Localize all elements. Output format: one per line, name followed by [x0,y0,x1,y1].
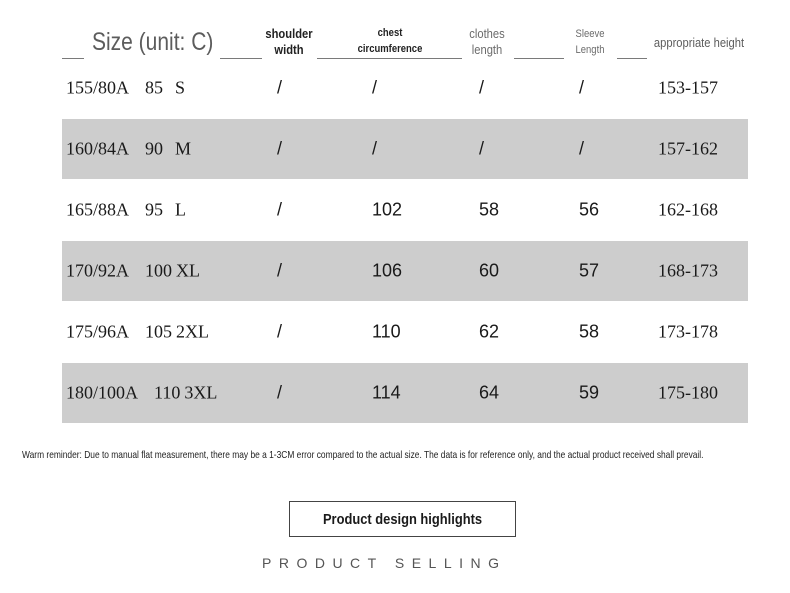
shoulder-width-cell: / [277,199,283,220]
clothes-length-cell: 60 [479,260,500,281]
appropriate-height-cell: 173-178 [658,321,718,342]
chest-circumference-cell: 102 [372,199,403,220]
size-letter: L [175,199,186,220]
appropriate-height-cell: 157-162 [658,138,718,159]
size-cell [66,139,191,160]
size-cell [66,261,200,282]
size-chest-code: 90 [145,138,163,159]
table-row [62,58,748,118]
size-code: 155/80A [66,77,129,98]
clothes-length-cell: 64 [479,382,500,403]
clothes-length-cell: 62 [479,321,500,342]
header-chest-line1: chest [377,27,403,39]
shoulder-width-cell: / [277,138,283,159]
table-row [62,302,748,362]
header-shoulder-width [265,26,312,59]
header-sleeve-line1: Sleeve [575,28,605,40]
clothes-length-cell: / [479,77,485,98]
sleeve-length-cell: 57 [579,260,600,281]
sleeve-length-cell: / [579,77,585,98]
size-chest-code: 105 [145,321,172,342]
product-selling-label: PRODUCT SELLING [262,555,507,571]
header-appropriate-height [654,35,744,51]
appropriate-height-cell: 168-173 [658,260,718,281]
header-chest-circumference [358,26,423,58]
size-letter: 3XL [184,382,218,403]
sleeve-length-cell: / [579,138,585,159]
appropriate-height-cell: 162-168 [658,199,718,220]
header-clothes-line2: length [471,42,503,58]
warm-reminder-text: Warm reminder: Due to manual flat measurement, there may be a 1-3CM error compared to the actual size. The data is for reference only, and the actual product received shall prevail. [22,449,704,461]
size-code: 165/88A [66,199,129,220]
shoulder-width-cell: / [277,260,283,281]
product-highlights-box [289,501,516,537]
size-cell [66,383,217,404]
clothes-length-cell: 58 [479,199,500,220]
size-letter: S [175,77,186,98]
size-code: 170/92A [66,260,129,281]
header-height-label: appropriate height [653,35,745,50]
header-shoulder-line2: width [274,42,304,58]
sleeve-length-cell: 58 [579,321,600,342]
chest-circumference-cell: / [372,77,378,98]
header-sleeve-length [576,27,605,59]
shoulder-width-cell: / [277,382,283,403]
header-chest-line2: circumference [357,42,423,55]
chest-circumference-cell: 110 [372,321,401,342]
clothes-length-cell: / [479,138,485,159]
size-cell [66,322,209,343]
size-code: 160/84A [66,138,129,159]
sleeve-length-cell: 56 [579,199,600,220]
size-chest-code: 100 [145,260,172,281]
table-row [62,363,748,423]
size-chest-code: 85 [145,77,163,98]
table-row [62,180,748,240]
size-letter: XL [176,260,200,281]
size-table [62,58,748,424]
size-chest-code: 110 [154,382,181,403]
product-highlights-label: Product design highlights [322,510,483,528]
appropriate-height-cell: 153-157 [658,77,718,98]
header-shoulder-line1: shoulder [265,26,313,41]
table-row [62,119,748,179]
size-title: Size (unit: C) [92,28,214,56]
shoulder-width-cell: / [277,321,283,342]
size-letter: M [175,138,192,159]
size-letter: 2XL [176,321,209,342]
chest-circumference-cell: 114 [372,382,401,403]
header-clothes-length [469,26,504,59]
size-chest-code: 95 [145,199,163,220]
shoulder-width-cell: / [277,77,283,98]
header-clothes-line1: clothes [469,26,505,41]
size-cell [66,78,185,99]
size-chart-header [62,0,748,64]
sleeve-length-cell: 59 [579,382,600,403]
size-code: 180/100A [66,382,138,403]
chest-circumference-cell: / [372,138,378,159]
chest-circumference-cell: 106 [372,260,403,281]
appropriate-height-cell: 175-180 [658,382,718,403]
table-row [62,241,748,301]
size-code: 175/96A [66,321,129,342]
header-sleeve-line2: Length [575,43,605,56]
size-cell [66,200,186,221]
